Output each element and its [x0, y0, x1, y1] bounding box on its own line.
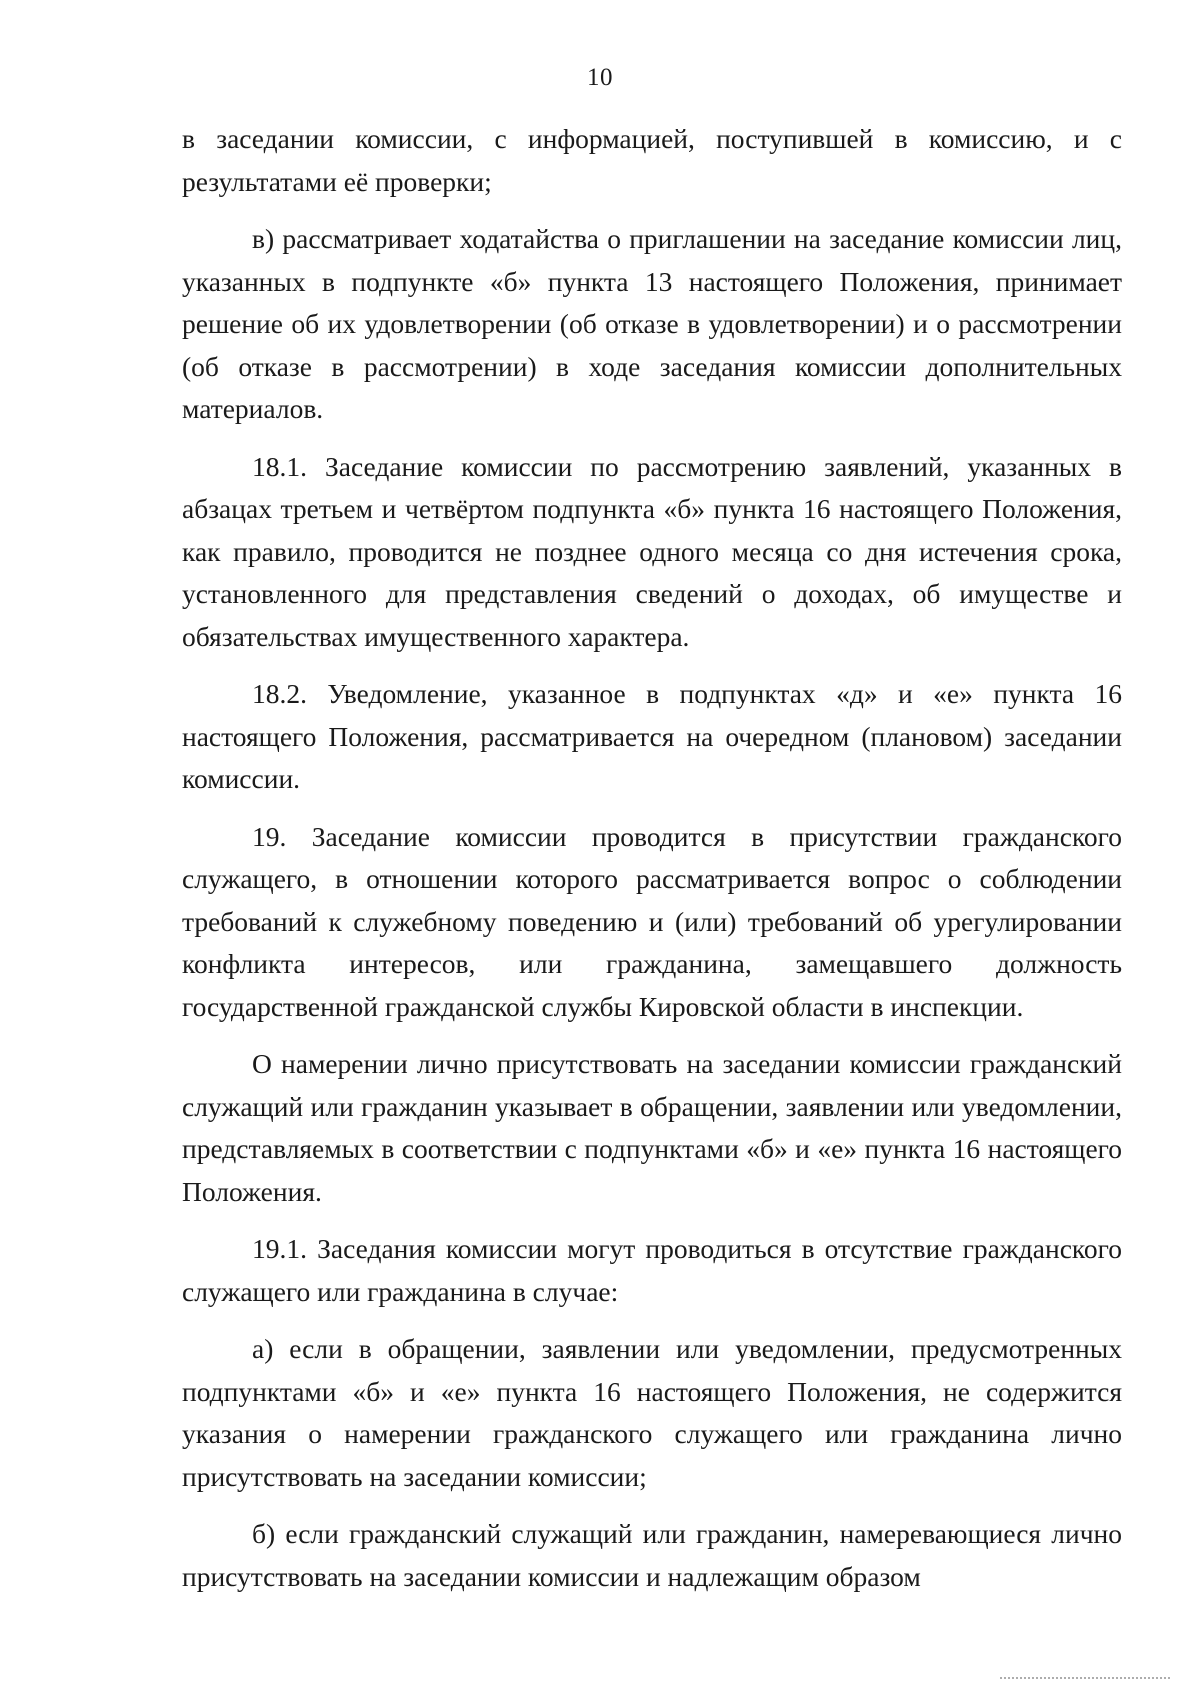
document-body — [182, 118, 1122, 1613]
paragraph-18-1: 18.1. Заседание комиссии по рассмотрению заявлений, указанных в абзацах третьем и четвёртом подпункта «б» пункта 16 настоящего Положения, как правило, проводится не позднее одного месяца со дня истечения срока, установленного для представления сведений о доходах, об имуществе и обязательствах имущественного характера. — [182, 450, 1122, 652]
paragraph-19-1-a: а) если в обращении, заявлении или уведомлении, предусмотренных подпунктами «б» и «е» пункта 16 настоящего Положения, не содержится указания о намерении гражданского служащего или гражданина лично присутствовать на заседании комиссии; — [182, 1333, 1122, 1492]
scan-artifact — [1000, 1677, 1170, 1685]
paragraph-19-1: 19.1. Заседания комиссии могут проводиться в отсутствие гражданского служащего или гражданина в случае: — [182, 1233, 1122, 1307]
paragraph-18-2: 18.2. Уведомление, указанное в подпунктах «д» и «е» пункта 16 настоящего Положения, рассматривается на очередном (плановом) заседании комиссии. — [182, 678, 1122, 794]
paragraph-subitem-v: в) рассматривает ходатайства о приглашении на заседание комиссии лиц, указанных в подпункте «б» пункта 13 настоящего Положения, принимает решение об их удовлетворении (об отказе в удовлетворении) и о рассмотрении (об отказе в рассмотрении) в ходе заседания комиссии дополнительных материалов. — [182, 223, 1122, 424]
page-number: 10 — [587, 64, 613, 91]
paragraph-19-1-b: б) если гражданский служащий или гражданин, намеревающиеся лично присутствовать на заседании комиссии и надлежащим образом — [182, 1518, 1122, 1592]
paragraph-continuation: в заседании комиссии, с информацией, поступившей в комиссию, и с результатами её проверки; — [182, 123, 1122, 197]
paragraph-19-intent: О намерении лично присутствовать на заседании комиссии гражданский служащий или гражданин указывает в обращении, заявлении или уведомлении, представляемых в соответствии с подпунктами «б» и «е» пункта 16 настоящего Положения. — [182, 1048, 1122, 1207]
paragraph-19: 19. Заседание комиссии проводится в присутствии гражданского служащего, в отношении которого рассматривается вопрос о соблюдении требований к служебному поведению и (или) требований об урегулировании конфликта интересов, или гражданина, замещавшего должность государственной гражданской службы Кировской области в инспекции. — [182, 820, 1122, 1022]
